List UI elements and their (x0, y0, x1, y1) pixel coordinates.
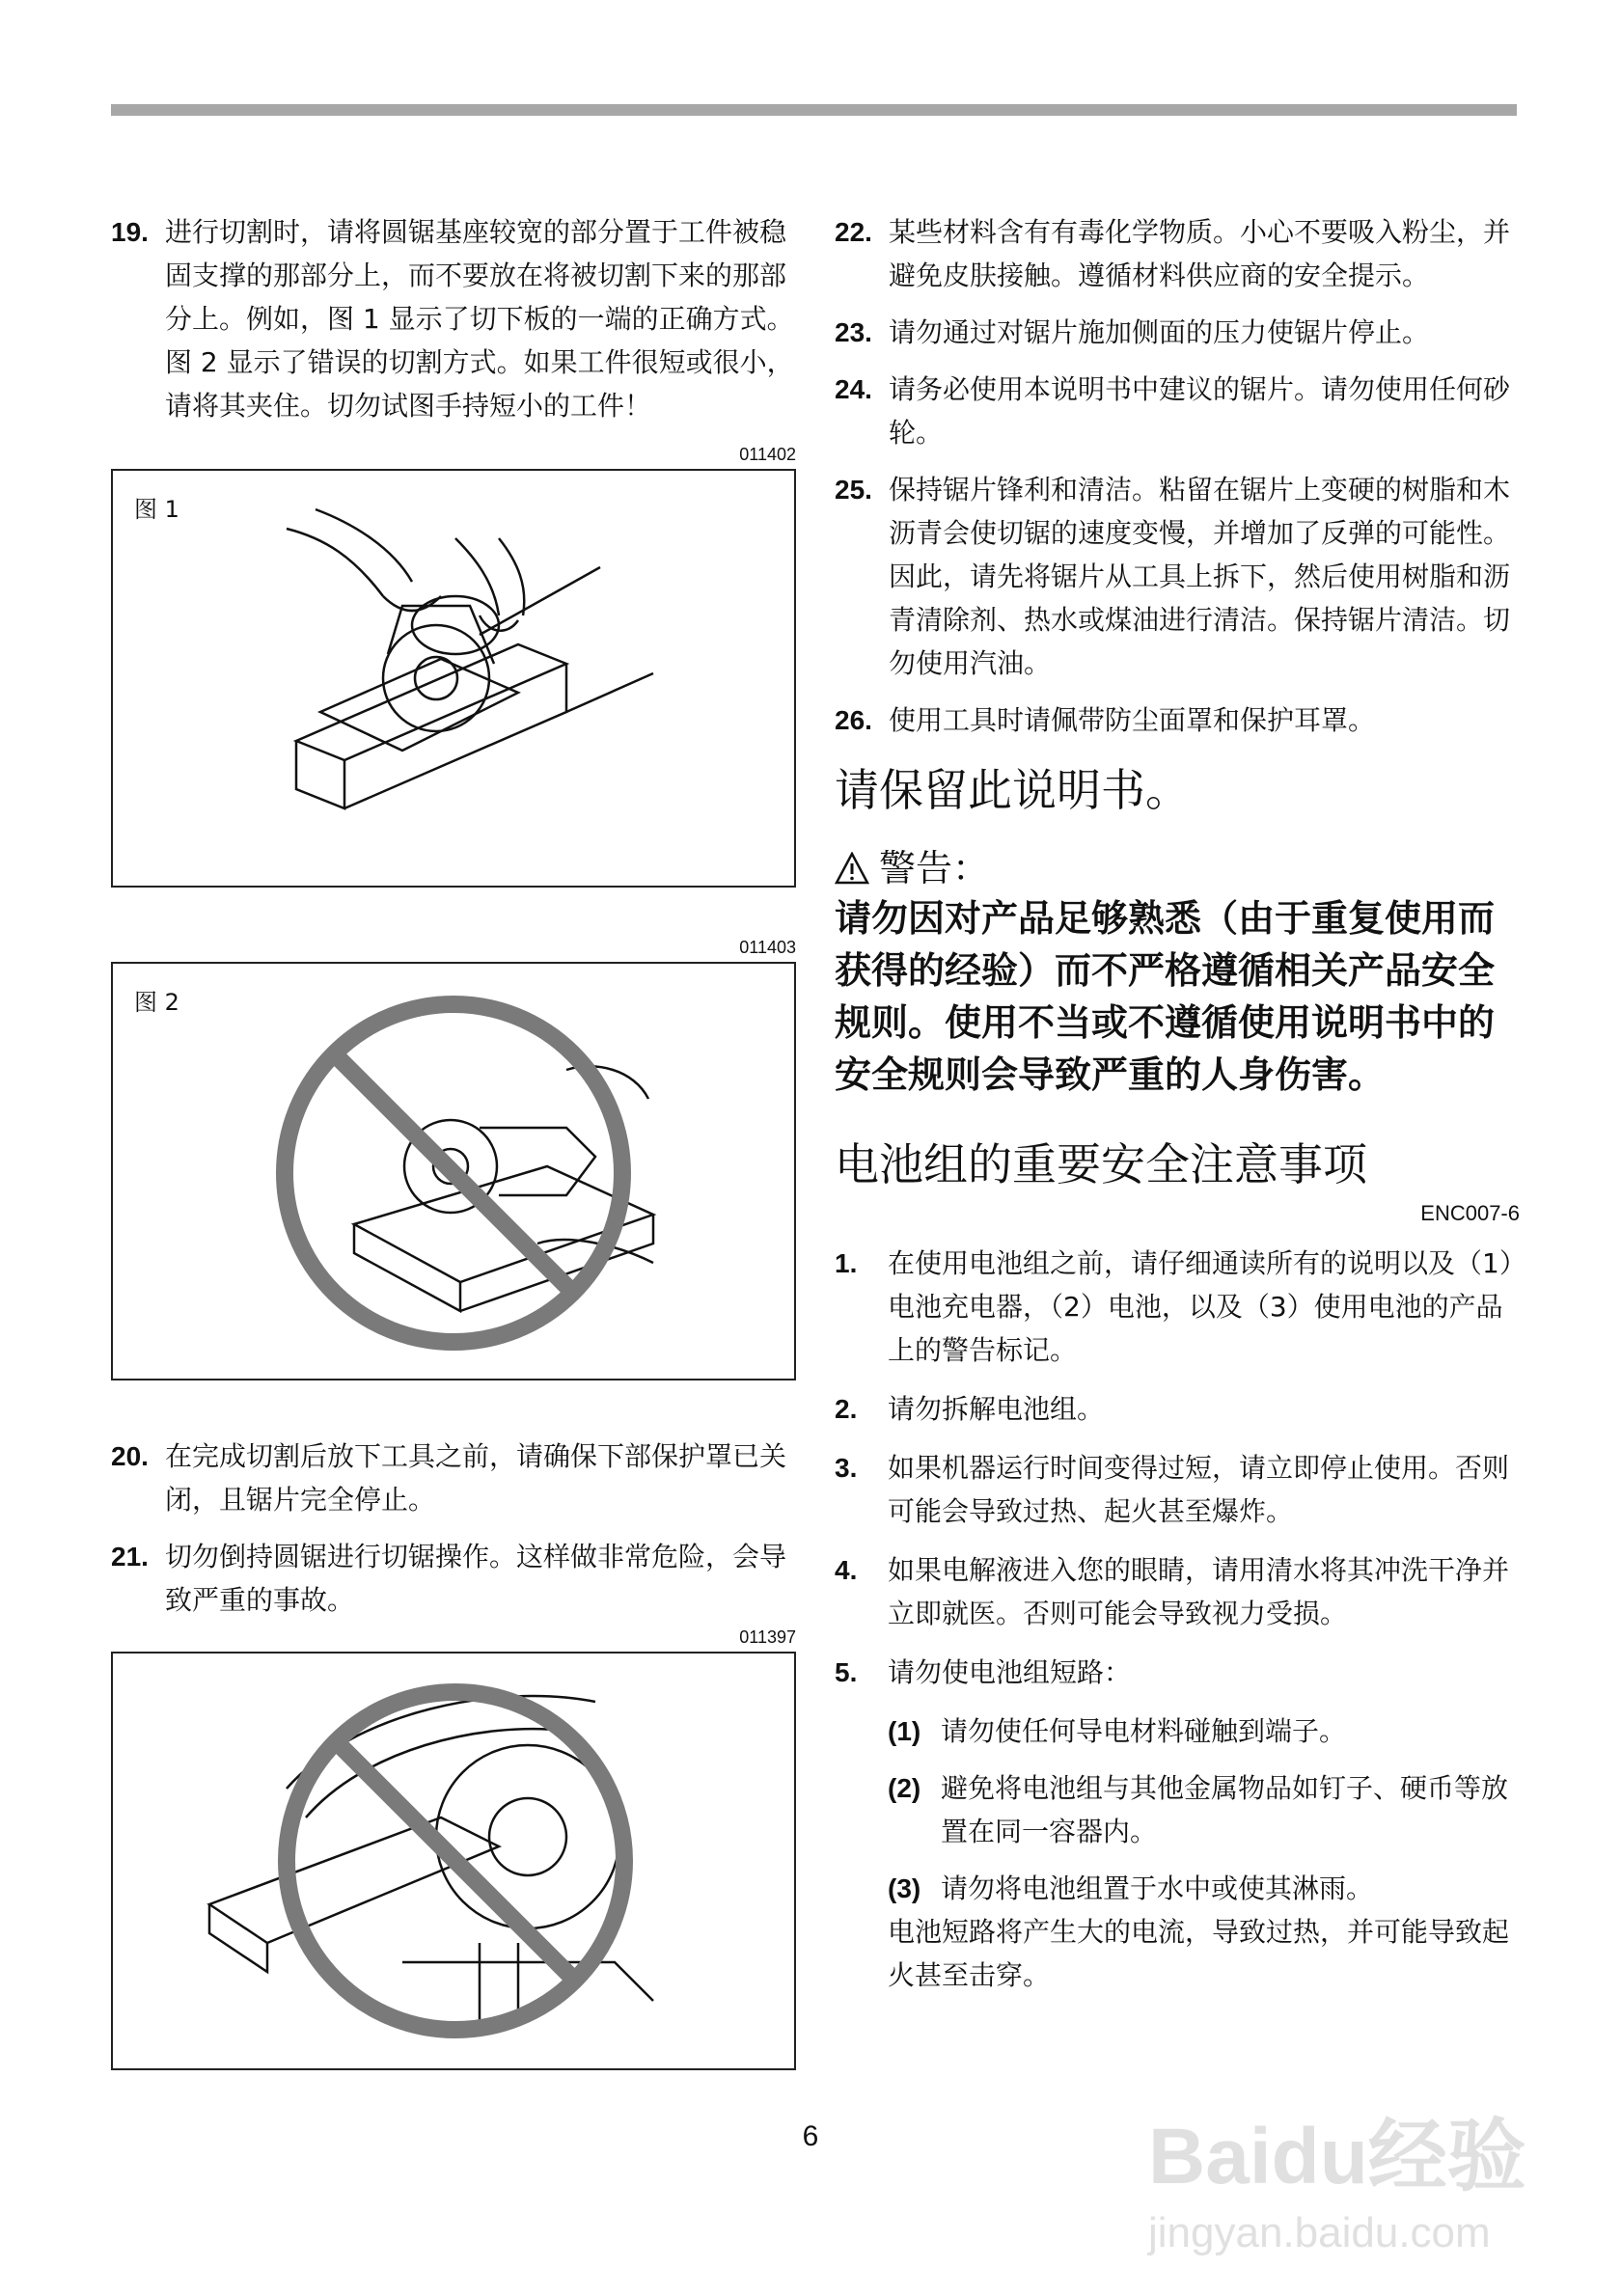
item-number: 2. (835, 1394, 858, 1424)
item-text: 在完成切割后放下工具之前，请确保下部保护罩已关闭，且锯片完全停止。 (165, 1440, 787, 1516)
item-text: 在使用电池组之前，请仔细通读所有的说明以及（1）电池充电器，（2）电池，以及（3）使用电池的产品上的警告标记。 (888, 1247, 1513, 1366)
safety-item-23 (835, 311, 1520, 354)
item-text: 进行切割时，请将圆锯基座较宽的部分置于工件被稳固支撑的那部分上，而不要放在将被切割下来的那部分上。例如，图 1 显示了切下板的一端的正确方式。图 2 显示了错误的切割方式。如果工件很短或很小，请将其夹住。切勿试图手持短小的工件！ (165, 216, 794, 422)
subitem-number: (1) (888, 1716, 921, 1746)
battery-item-2 (835, 1387, 1520, 1431)
battery-item-1 (835, 1242, 1520, 1372)
battery-item-3 (835, 1446, 1520, 1533)
item-text: 保持锯片锋利和清洁。粘留在锯片上变硬的树脂和木沥青会使切锯的速度变慢，并增加了反弹的可能性。因此，请先将锯片从工具上拆下，然后使用树脂和沥青清除剂、热水或煤油进行清洁。保持锯片清洁。切勿使用汽油。 (889, 474, 1511, 679)
top-rule (111, 104, 1517, 116)
figure3-code: 011397 (739, 1627, 796, 1647)
page-number: 6 (802, 2120, 819, 2152)
item-text: 请勿拆解电池组。 (888, 1393, 1105, 1425)
battery-heading: 电池组的重要安全注意事项 (835, 1138, 1367, 1190)
subitem-text: 避免将电池组与其他金属物品如钉子、硬币等放置在同一容器内。 (941, 1772, 1509, 1847)
figure2-label: 图 2 (134, 989, 179, 1016)
keep-instructions-heading: 请保留此说明书。 (835, 764, 1190, 816)
item-text: 使用工具时请佩带防尘面罩和保护耳罩。 (889, 704, 1376, 736)
figure-1 (111, 469, 796, 888)
item-number: 25. (835, 475, 872, 505)
left-column (111, 210, 796, 2070)
saw-upside-down-illustration (113, 1654, 794, 2068)
safety-item-25 (835, 468, 1520, 685)
item-number: 23. (835, 317, 872, 347)
safety-item-24 (835, 368, 1520, 454)
right-column (835, 210, 1520, 1997)
safety-item-19 (111, 210, 796, 427)
baidu-watermark (1148, 2093, 1553, 2277)
item-number: 24. (835, 374, 872, 404)
item-number: 22. (835, 217, 872, 247)
item-text: 某些材料含有有毒化学物质。小心不要吸入粉尘，并避免皮肤接触。遵循材料供应商的安全提示。 (889, 216, 1511, 291)
watermark-main: Baidu经验 (1148, 2113, 1526, 2200)
warning-body: 请勿因对产品足够熟悉（由于重复使用而获得的经验）而不严格遵循相关产品安全规则。使用不当或不遵循使用说明书中的安全规则会导致严重的人身伤害。 (835, 897, 1496, 1096)
watermark-url: jingyan.baidu.com (1148, 2209, 1491, 2256)
item-text: 请务必使用本说明书中建议的锯片。请勿使用任何砂轮。 (889, 373, 1511, 449)
figure2-code: 011403 (739, 938, 796, 957)
item-text: 切勿倒持圆锯进行切锯操作。这样做非常危险，会导致严重的事故。 (165, 1541, 787, 1616)
saw-correct-illustration (113, 471, 794, 886)
item-number: 1. (835, 1248, 858, 1278)
item-text: 如果机器运行时间变得过短，请立即停止使用。否则可能会导致过热、起火甚至爆炸。 (888, 1452, 1510, 1527)
safety-item-21 (111, 1535, 796, 1622)
subitem-text: 请勿使任何导电材料碰触到端子。 (941, 1715, 1347, 1747)
safety-item-26 (835, 698, 1520, 742)
item-number: 19. (111, 217, 149, 247)
battery-subitem-2 (888, 1766, 1520, 1853)
item-number: 5. (835, 1657, 858, 1687)
item-number: 4. (835, 1555, 858, 1585)
subitem-text: 请勿将电池组置于水中或使其淋雨。 (941, 1872, 1374, 1904)
item-text: 请勿通过对锯片施加侧面的压力使锯片停止。 (889, 316, 1430, 348)
figure1-code: 011402 (739, 445, 796, 464)
figure1-label: 图 1 (134, 496, 179, 523)
battery-item-5 (835, 1651, 1520, 1694)
safety-item-20 (111, 1435, 796, 1521)
warning-title: 警告： (879, 847, 990, 889)
item-number: 3. (835, 1453, 858, 1483)
short-circuit-note: 电池短路将产生大的电流，导致过热，并可能导致起火甚至击穿。 (888, 1916, 1510, 1991)
item-text: 请勿使电池组短路： (888, 1656, 1132, 1688)
item-number: 20. (111, 1441, 149, 1471)
battery-subitem-1 (888, 1709, 1520, 1753)
battery-code: ENC007-6 (1420, 1201, 1520, 1225)
warning-triangle-icon (835, 852, 869, 885)
figure-3 (111, 1652, 796, 2070)
saw-incorrect-illustration (113, 964, 794, 1379)
item-number: 26. (835, 705, 872, 735)
item-number: 21. (111, 1542, 149, 1572)
battery-item-4 (835, 1548, 1520, 1635)
battery-subitem-3 (888, 1867, 1520, 1910)
figure-2 (111, 962, 796, 1380)
warning-header (835, 844, 1520, 892)
subitem-number: (3) (888, 1873, 921, 1903)
subitem-number: (2) (888, 1773, 921, 1803)
item-text: 如果电解液进入您的眼睛，请用清水将其冲洗干净并立即就医。否则可能会导致视力受损。 (888, 1554, 1510, 1629)
safety-item-22 (835, 210, 1520, 297)
